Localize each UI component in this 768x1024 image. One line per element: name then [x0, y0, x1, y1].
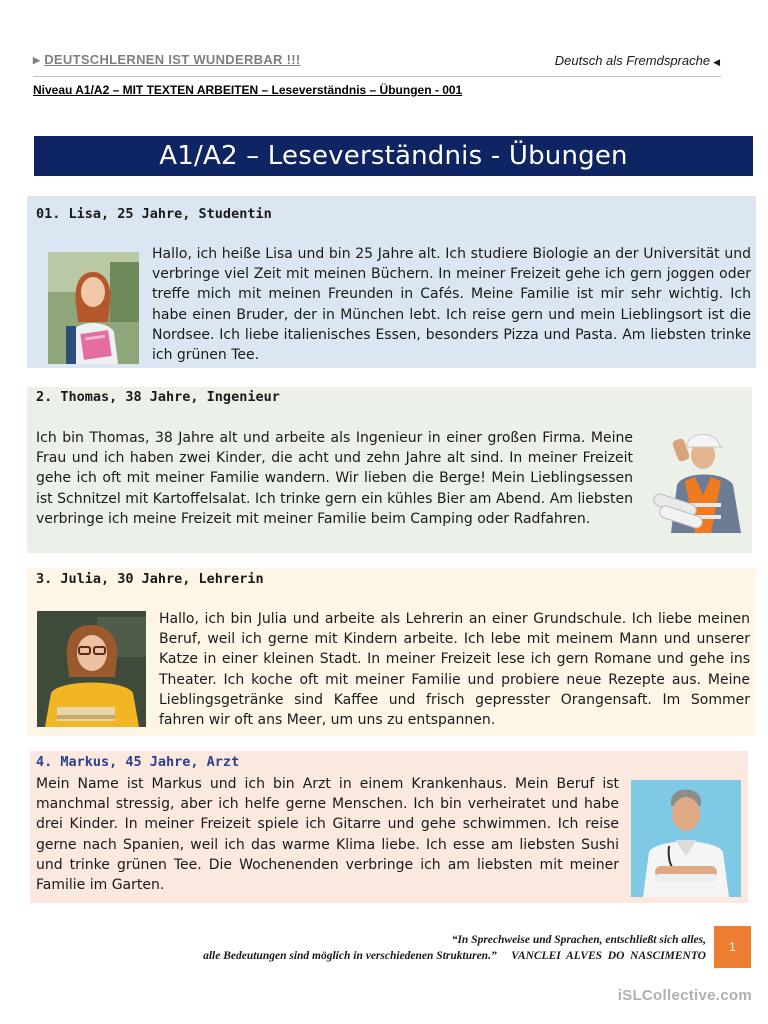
footer-quote — [203, 932, 706, 964]
level-subtitle: Niveau A1/A2 – MIT TEXTEN ARBEITEN – Leseverständnis – Übungen - 001 — [33, 83, 463, 97]
teacher-photo — [37, 611, 146, 727]
page-title: A1/A2 – Leseverständnis - Übungen — [159, 141, 628, 171]
profile-card-lisa — [27, 196, 756, 368]
profile-text: Mein Name ist Markus und ich bin Arzt in einem Krankenhaus. Mein Beruf ist manchmal stressig, aber ich helfe gerne Menschen. Ich bin verheiratet und habe drei Kinder. In meiner Freizeit spiele ich Gitarre und gehe schwimmen. Ich reise gerne nach Spanien, weil ich das warme Klima liebe. Ich esse am liebsten Sushi und trinke grünen Tee. Die Wochenenden verbringe ich am liebsten mit meiner Familie im Garten. — [36, 776, 619, 894]
profile-card-julia — [27, 568, 756, 736]
profile-heading: 4. Markus, 45 Jahre, Arzt — [36, 754, 240, 770]
arrow-left-icon: ◀ — [713, 57, 720, 67]
quote-line: “In Sprechweise und Sprachen, entschließt sich alles, — [451, 934, 706, 946]
profile-text: Hallo, ich heiße Lisa und bin 25 Jahre alt. Ich studiere Biologie an der Universität und verbringe viel Zeit mit meinen Büchern. In meiner Freizeit gehe ich gern joggen oder treffe mich mit meinen Freunden in Cafés. Meine Familie ist mir sehr wichtig. Ich habe einen Bruder, der in München lebt. Ich reise gern und mein Lieblingsort ist die Nordsee. Ich liebe italienisches Essen, besonders Pizza und Pasta. Am liebsten trinke ich grünen Tee. — [152, 246, 751, 364]
profile-heading: 2. Thomas, 38 Jahre, Ingenieur — [36, 389, 280, 405]
profile-text: Hallo, ich bin Julia und arbeite als Lehrerin an einer Grundschule. Ich liebe meinen Beruf, weil ich gerne mit Kindern arbeite. Ich lebe mit meinem Mann und unserer Katze in einer kleinen Stadt. In meiner Freizeit lese ich gern Romane und gehe ins Theater. Ich koche oft mit meiner Familie und probiere neue Rezepte aus. Meine Lieblingsgetränke sind Kaffee und frisch gepresster Orangensaft. Im Sommer fahren wir oft ans Meer, um uns zu entspannen. — [159, 611, 750, 729]
arrow-right-icon: ▶ — [33, 55, 41, 65]
header-right-label: Deutsch als Fremdsprache ◀ — [554, 53, 720, 68]
header-left-label: ▶ DEUTSCHLERNEN IST WUNDERBAR !!! — [33, 52, 301, 67]
header-divider — [33, 76, 721, 77]
profile-card-thomas — [27, 387, 752, 553]
profile-card-markus — [30, 751, 748, 903]
page-title-banner — [34, 136, 753, 176]
engineer-photo — [645, 425, 751, 533]
quote-line-author: alle Bedeutungen sind möglich in verschiedenen Strukturen.” VANCLEI ALVES DO NASCIMENTO — [203, 950, 706, 962]
profile-heading: 01. Lisa, 25 Jahre, Studentin — [36, 206, 272, 222]
profile-heading: 3. Julia, 30 Jahre, Lehrerin — [36, 571, 264, 587]
watermark: iSLCollective.com — [617, 987, 752, 1004]
student-photo — [48, 252, 139, 364]
profile-text: Ich bin Thomas, 38 Jahre alt und arbeite als Ingenieur in einer großen Firma. Meine Frau und ich haben zwei Kinder, die acht und zehn Jahre alt sind. In meiner Freizeit gehe ich oft mit meiner Familie wandern. Wir lieben die Berge! Mein Lieblingsessen ist Schnitzel mit Kartoffelsalat. Ich trinke gern ein kühles Bier am Abend. Am liebsten verbringe ich meine Freizeit mit meiner Familie beim Camping oder Radfahren. — [36, 430, 633, 527]
doctor-photo — [631, 780, 741, 897]
page-number: 1 — [714, 926, 751, 968]
